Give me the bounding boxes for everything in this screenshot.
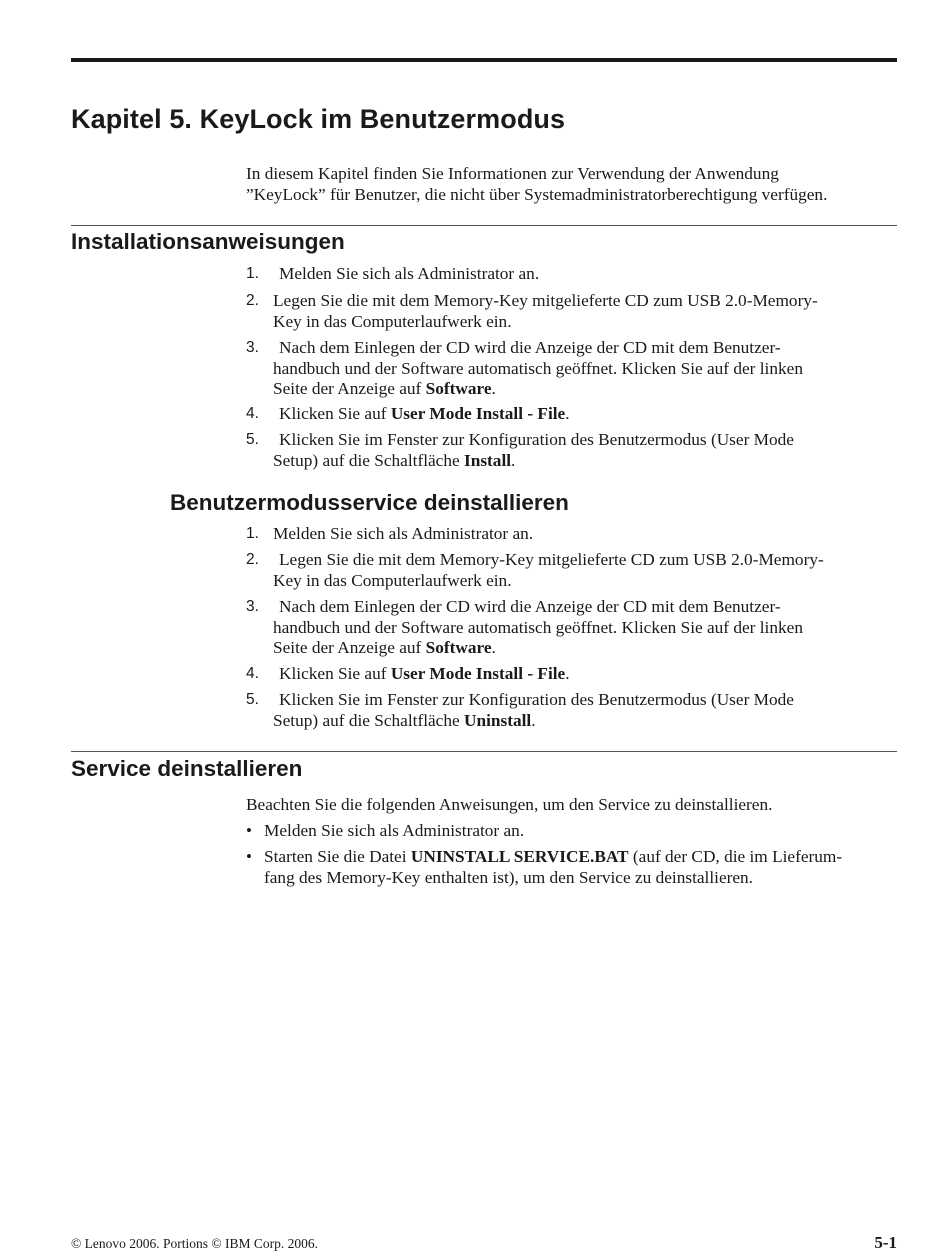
service-bullet-2 (246, 847, 886, 888)
install-step-4 (246, 404, 886, 425)
uninstall-step-3 (246, 597, 886, 659)
install-step-3 (246, 338, 886, 400)
bullet-text: fang des Memory-Key enthalten ist), um den Service zu deinstallieren. (264, 867, 753, 887)
step-text: Setup) auf die Schaltfläche Uninstall. (273, 710, 536, 730)
step-text: handbuch und der Software automatisch geöffnet. Klicken Sie auf der linken (273, 617, 803, 637)
bullet-text: Starten Sie die Datei UNINSTALL SERVICE.BAT (auf der CD, die im Lieferum- (264, 847, 843, 866)
uninstall-step-4 (246, 664, 886, 685)
top-rule (71, 58, 897, 62)
user-mode-install-label: User Mode Install - File (390, 664, 566, 683)
section-rule-installation (71, 225, 897, 226)
bullet-symbol: • (246, 821, 252, 840)
bullet-symbol: • (246, 847, 252, 866)
step-text: Melden Sie sich als Administrator an. (279, 264, 540, 283)
step-number: 2. (246, 551, 259, 568)
install-step-1 (246, 264, 886, 285)
step-number: 3. (246, 598, 259, 615)
install-step-5 (246, 430, 886, 471)
step-text: Klicken Sie auf User Mode Install - File. (279, 664, 570, 683)
uninstall-label: Uninstall (463, 710, 532, 730)
step-text: Seite der Anzeige auf Software. (273, 379, 496, 398)
step-text: Klicken Sie auf User Mode Install - File. (279, 404, 570, 423)
software-label: Software (425, 379, 492, 398)
step-text: Key in das Computerlaufwerk ein. (273, 570, 512, 590)
intro-line-1: In diesem Kapitel finden Sie Informationen zur Verwendung der Anwendung (246, 164, 779, 183)
step-number: 1. (246, 265, 259, 282)
chapter-title: Kapitel 5. KeyLock im Benutzermodus (71, 104, 566, 134)
step-text: handbuch und der Software automatisch geöffnet. Klicken Sie auf der linken (273, 358, 803, 378)
bullet-text: Melden Sie sich als Administrator an. (264, 821, 525, 840)
step-text: Key in das Computerlaufwerk ein. (273, 311, 512, 331)
step-text: Seite der Anzeige auf Software. (273, 638, 496, 657)
step-number: 1. (246, 525, 259, 542)
step-text: Nach dem Einlegen der CD wird die Anzeige der CD mit dem Benutzer- (279, 597, 781, 616)
software-label: Software (425, 638, 492, 657)
intro-line-2: ”KeyLock” für Benutzer, die nicht über Systemadministratorberechtigung verfügen. (246, 185, 828, 204)
step-text: Legen Sie die mit dem Memory-Key mitgelieferte CD zum USB 2.0-Memory- (273, 291, 818, 310)
step-number: 5. (246, 431, 259, 448)
step-text: Nach dem Einlegen der CD wird die Anzeige der CD mit dem Benutzer- (279, 338, 781, 357)
step-text: Melden Sie sich als Administrator an. (273, 524, 534, 543)
section-rule-service (71, 751, 897, 752)
step-text: Klicken Sie im Fenster zur Konfiguration des Benutzermodus (User Mode (279, 690, 794, 709)
step-number: 4. (246, 405, 259, 422)
user-mode-install-label: User Mode Install - File (390, 404, 566, 423)
service-intro: Beachten Sie die folgenden Anweisungen, um den Service zu deinstallieren. (246, 795, 773, 814)
uninstall-service-bat-label: UNINSTALL SERVICE.BAT (410, 847, 629, 866)
install-label: Install (463, 450, 512, 470)
heading-uninstall-user-mode: Benutzermodusservice deinstallieren (170, 490, 569, 515)
install-step-2 (246, 291, 886, 332)
chapter-intro (246, 163, 906, 205)
step-number: 4. (246, 665, 259, 682)
uninstall-step-1 (246, 524, 886, 545)
uninstall-step-5 (246, 690, 886, 731)
heading-installation: Installationsanweisungen (71, 229, 345, 254)
step-number: 3. (246, 339, 259, 356)
step-number: 5. (246, 691, 259, 708)
step-text: Klicken Sie im Fenster zur Konfiguration des Benutzermodus (User Mode (279, 430, 794, 449)
step-text: Legen Sie die mit dem Memory-Key mitgelieferte CD zum USB 2.0-Memory- (279, 550, 824, 569)
step-text: Setup) auf die Schaltfläche Install. (273, 450, 516, 470)
uninstall-step-2 (246, 550, 886, 591)
footer-copyright: © Lenovo 2006. Portions © IBM Corp. 2006. (71, 1236, 319, 1251)
step-number: 2. (246, 292, 259, 309)
service-bullet-1 (246, 821, 886, 842)
page-number: 5-1 (874, 1233, 897, 1252)
heading-service: Service deinstallieren (71, 756, 303, 781)
